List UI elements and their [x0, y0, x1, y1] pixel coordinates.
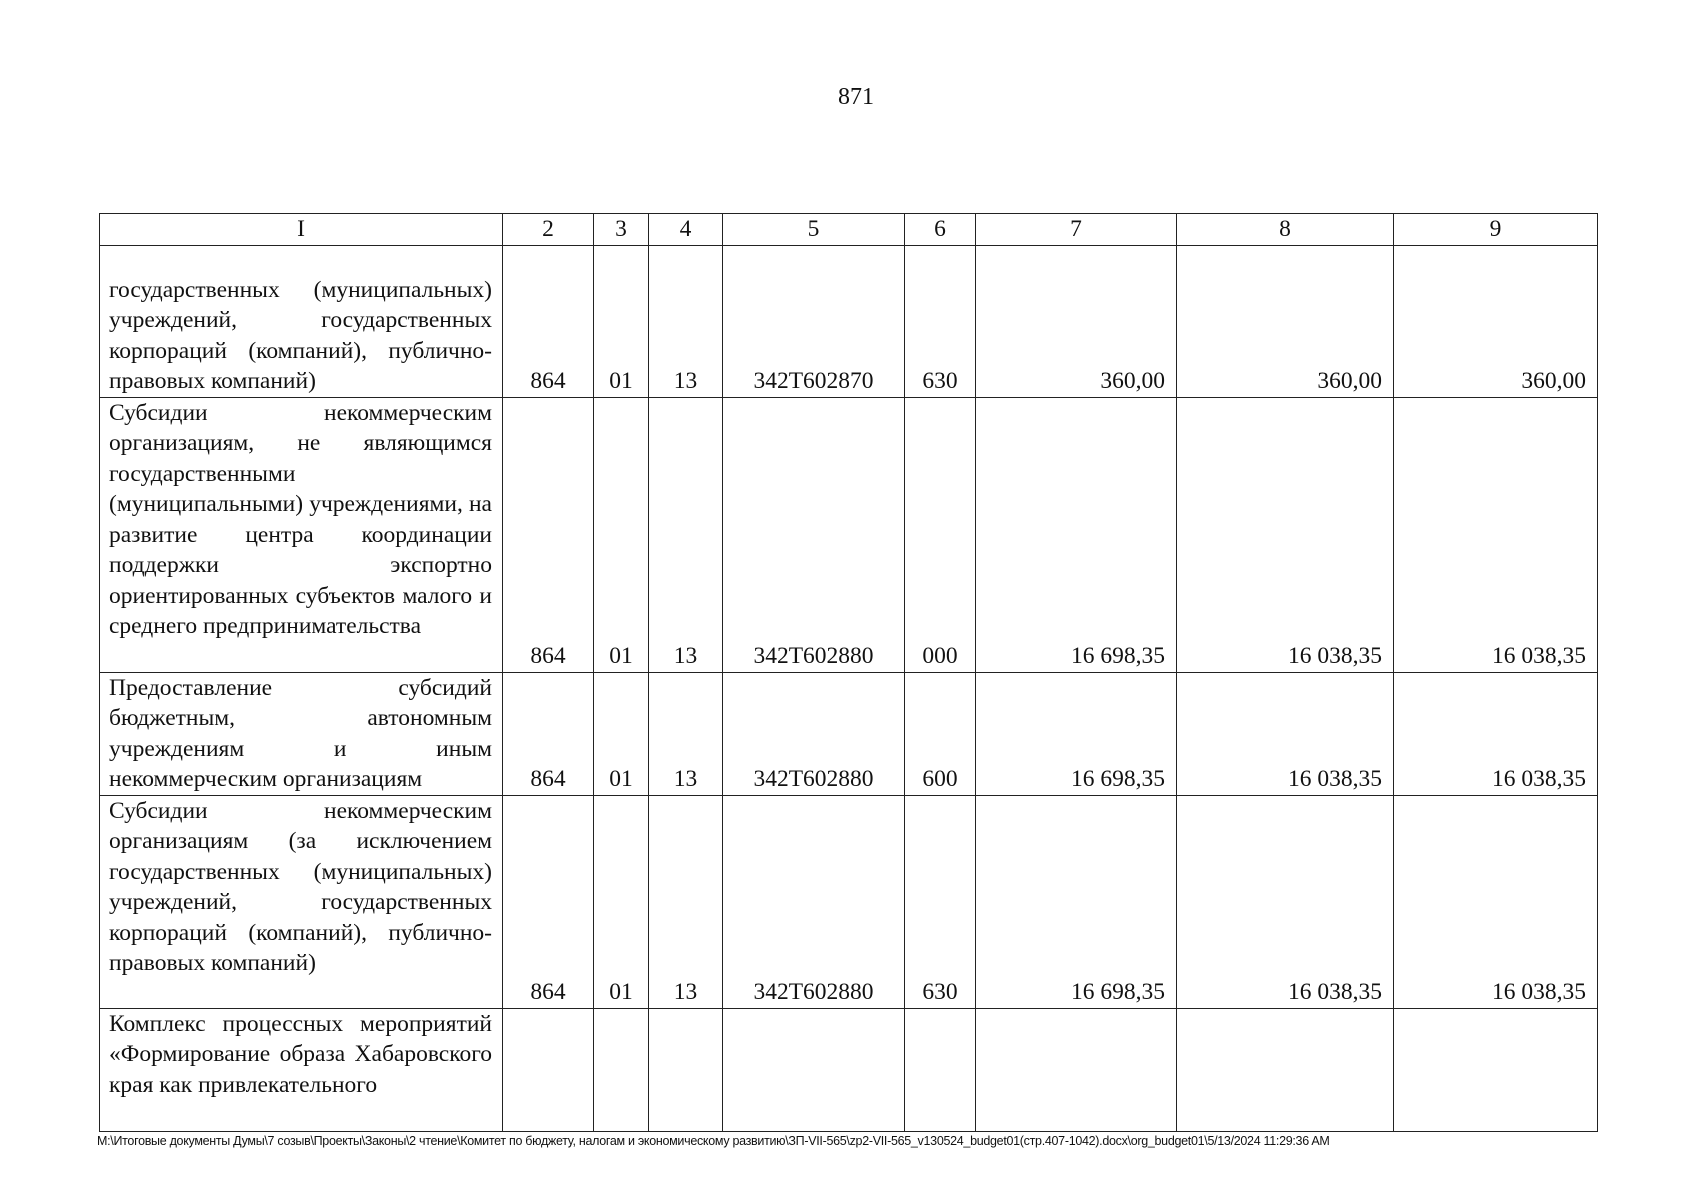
column-header: 9 — [1394, 214, 1598, 246]
column-header: 7 — [976, 214, 1177, 246]
cell-rz: 01 — [594, 397, 649, 672]
budget-table — [99, 213, 1598, 1132]
cell-amount-y3: 360,00 — [1394, 245, 1598, 397]
row-description: Предоставление субсидий бюджетным, автономным учреждениям и иным некоммерческим организациям — [100, 672, 503, 795]
cell-amount-y1: 16 698,35 — [976, 397, 1177, 672]
cell-pr: 13 — [649, 672, 723, 795]
cell-pr: 13 — [649, 397, 723, 672]
cell-amount-y3: 16 038,35 — [1394, 795, 1598, 1008]
row-description: Субсидии некоммерческим организациям, не являющимся государственными (муниципальными) учреждениями, на развитие центра координации поддержки экспортно ориентированных субъектов малого и среднего предпринимательства — [100, 397, 503, 672]
row-description: государственных (муниципальных) учреждений, государственных корпораций (компаний), публично-правовых компаний) — [100, 245, 503, 397]
document-path-footer: M:\Итоговые документы Думы\7 созыв\Проекты\Законы\2 чтение\Комитет по бюджету, налогам и экономическому развитию\ЗП-VII-565\zp2-VII-565_v130524_budget01(стр.407-1042).docx\org_budget01\5/13/2024 11:29:36 AM — [97, 1134, 1330, 1148]
table-header-row — [100, 214, 1598, 246]
cell-amount-y1: 16 698,35 — [976, 795, 1177, 1008]
cell-amount-y3 — [1394, 1008, 1598, 1131]
cell-amount-y1 — [976, 1008, 1177, 1131]
cell-amount-y1: 360,00 — [976, 245, 1177, 397]
cell-amount-y1: 16 698,35 — [976, 672, 1177, 795]
row-description: Субсидии некоммерческим организациям (за исключением государственных (муниципальных) учреждений, государственных корпораций (компаний), публично-правовых компаний) — [100, 795, 503, 1008]
cell-vr: 600 — [905, 672, 976, 795]
cell-csr: 342Т602880 — [723, 672, 905, 795]
cell-pr: 13 — [649, 795, 723, 1008]
cell-amount-y3: 16 038,35 — [1394, 397, 1598, 672]
table-row — [100, 672, 1598, 795]
table-row — [100, 397, 1598, 672]
cell-rz: 01 — [594, 672, 649, 795]
table-row — [100, 245, 1598, 397]
cell-csr: 342Т602870 — [723, 245, 905, 397]
column-header: 4 — [649, 214, 723, 246]
cell-amount-y2: 16 038,35 — [1177, 672, 1394, 795]
page-number: 871 — [838, 84, 874, 110]
cell-ved: 864 — [503, 795, 594, 1008]
cell-amount-y2: 360,00 — [1177, 245, 1394, 397]
cell-amount-y2: 16 038,35 — [1177, 397, 1394, 672]
column-header: 3 — [594, 214, 649, 246]
cell-csr — [723, 1008, 905, 1131]
column-header: 6 — [905, 214, 976, 246]
table-row — [100, 1008, 1598, 1131]
cell-vr: 630 — [905, 245, 976, 397]
cell-rz: 01 — [594, 245, 649, 397]
column-header: 5 — [723, 214, 905, 246]
column-header: 8 — [1177, 214, 1394, 246]
column-header: I — [100, 214, 503, 246]
cell-rz: 01 — [594, 795, 649, 1008]
row-description: Комплекс процессных мероприятий «Формирование образа Хабаровского края как привлекательного — [100, 1008, 503, 1131]
cell-ved: 864 — [503, 672, 594, 795]
cell-rz — [594, 1008, 649, 1131]
cell-csr: 342Т602880 — [723, 795, 905, 1008]
cell-vr: 630 — [905, 795, 976, 1008]
table-row — [100, 795, 1598, 1008]
column-header: 2 — [503, 214, 594, 246]
cell-pr: 13 — [649, 245, 723, 397]
cell-ved: 864 — [503, 245, 594, 397]
cell-vr: 000 — [905, 397, 976, 672]
cell-pr — [649, 1008, 723, 1131]
cell-ved: 864 — [503, 397, 594, 672]
cell-csr: 342Т602880 — [723, 397, 905, 672]
cell-vr — [905, 1008, 976, 1131]
cell-amount-y2: 16 038,35 — [1177, 795, 1394, 1008]
cell-ved — [503, 1008, 594, 1131]
cell-amount-y2 — [1177, 1008, 1394, 1131]
cell-amount-y3: 16 038,35 — [1394, 672, 1598, 795]
